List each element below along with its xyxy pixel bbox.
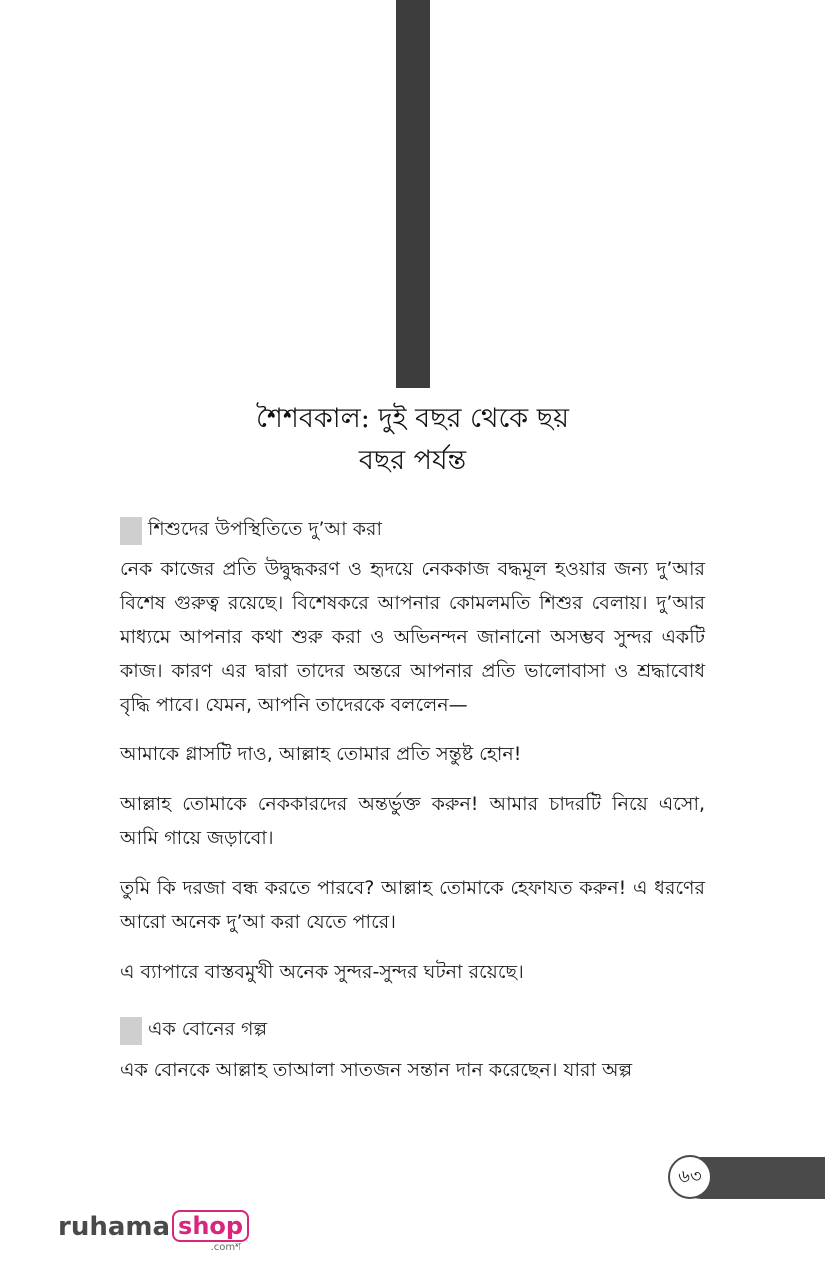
paragraph: নেক কাজের প্রতি উদ্বুদ্ধকরণ ও হৃদয়ে নেককাজ বদ্ধমূল হওয়ার জন্য দু’আর বিশেষ গুরুত্ব রয়েছে। বিশেষকরে আপনার কোমলমতি শিশুর বেলায়। দু’আর মাধ্যমে আপনার কথা শুরু করা ও অভিনন্দন জানানো অসম্ভব সুন্দর একটি কাজ। কারণ এর দ্বারা তাদের অন্তরে আপনার প্রতি ভালোবাসা ও শ্রদ্ধাবোধ বৃদ্ধি পাবে। যেমন, আপনি তাদেরকে বললেন— [120,558,705,716]
decorative-top-bar [396,0,430,388]
chapter-title [120,398,705,482]
section-heading [120,516,705,546]
section-heading [120,1016,705,1046]
logo-shop-box [172,1210,249,1257]
paragraph: এ ব্যাপারে বাস্তবমুখী অনেক সুন্দর-সুন্দর ঘটনা রয়েছে। [120,961,524,983]
paragraph: এক বোনকে আল্লাহ তাআলা সাতজন সন্তান দান করেছেন। যারা অল্প [120,1059,633,1081]
section-heading-text: শিশুদের উপস্থিতিতে দু’আ করা [148,518,382,540]
page-number: ৬৩ [668,1155,712,1199]
chapter-title-line-2: বছর পর্যন্ত [358,445,467,476]
logo-main-text: ruhama [58,1212,171,1242]
heading-marker-icon [120,517,142,545]
paragraph: আমাকে গ্লাসটি দাও, আল্লাহ তোমার প্রতি সন্তুষ্ট হোন! [120,743,522,765]
paragraph: তুমি কি দরজা বন্ধ করতে পারবে? আল্লাহ তোমাকে হেফাযত করুন! এ ধরণের আরো অনেক দু’আ করা যেতে পারে। [120,877,705,933]
logo-shop-text: shop [172,1210,249,1242]
heading-marker-icon [120,1017,142,1045]
paragraph: আল্লাহ তোমাকে নেককারদের অন্তর্ভুক্ত করুন! আমার চাদরটি নিয়ে এসো, আমি গায়ে জড়াবো। [120,793,705,849]
publisher-logo [58,1210,249,1257]
section-heading-text: এক বোনের গল্প [148,1018,268,1040]
chapter-title-line-1: শৈশবকাল: দুই বছর থেকে ছয় [255,403,570,434]
logo-sub-text: .comশ [210,1242,242,1253]
